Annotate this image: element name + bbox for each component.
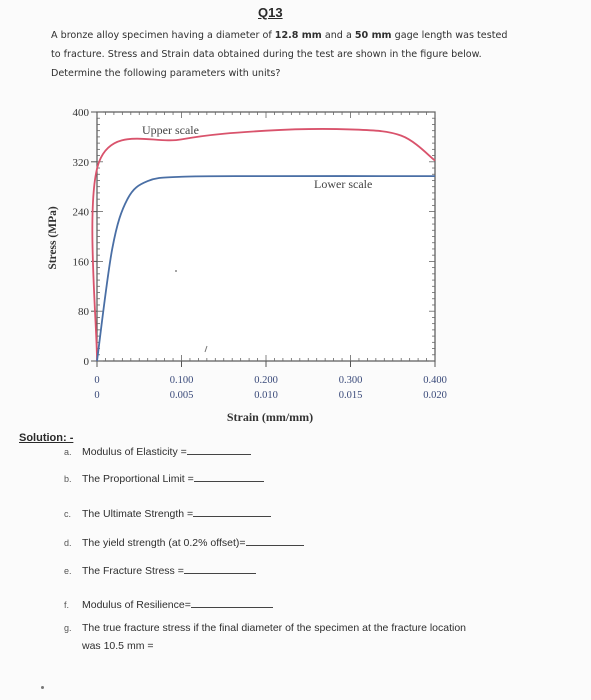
y-axis-title: Stress (MPa) <box>47 206 59 270</box>
question-f <box>64 599 273 611</box>
question-c-letter: c. <box>64 509 72 519</box>
question-c <box>64 508 271 520</box>
x-tick-label-lower: 0.020 <box>423 390 447 401</box>
question-number: Q13 <box>258 5 283 20</box>
y-tick-label: 240 <box>72 206 89 219</box>
question-g-letter: g. <box>64 623 72 633</box>
stray-dot <box>175 270 177 272</box>
question-g-text-2: was 10.5 mm = <box>82 640 154 652</box>
y-tick-label: 400 <box>72 107 89 119</box>
chart-axes <box>91 112 435 367</box>
x-tick-label-upper: 0.400 <box>423 375 447 386</box>
question-d-text: The yield strength (at 0.2% offset)= <box>82 537 246 549</box>
question-d <box>64 537 304 549</box>
x-tick-label-lower: 0.010 <box>254 390 278 401</box>
intro-text-c: and a <box>321 30 355 41</box>
diameter-value: 12.8 mm <box>274 30 322 41</box>
question-b <box>64 473 264 485</box>
gage-length-value: 50 mm <box>354 30 392 41</box>
question-e <box>64 565 256 577</box>
question-c-text: The Ultimate Strength = <box>82 508 194 520</box>
question-a-text: Modulus of Elasticity = <box>82 446 187 458</box>
x-tick-label-lower: 0 <box>94 390 100 401</box>
y-tick-label: 80 <box>78 306 89 319</box>
y-tick-label: 0 <box>83 356 89 368</box>
x-tick-label-upper: 0.300 <box>338 375 363 386</box>
y-tick-label: 320 <box>72 156 89 169</box>
question-e-letter: e. <box>64 566 72 576</box>
question-d-letter: d. <box>64 538 72 548</box>
answer-d-blank[interactable] <box>246 544 304 546</box>
question-g <box>64 622 466 634</box>
x-tick-label-upper: 0.100 <box>169 375 194 386</box>
intro-text-a: A bronze alloy specimen having a diameter of <box>51 30 275 41</box>
page-mark <box>41 686 44 689</box>
question-b-letter: b. <box>64 474 72 484</box>
question-b-text: The Proportional Limit = <box>82 473 194 485</box>
question-g-line-2 <box>82 640 154 652</box>
answer-a-blank[interactable] <box>187 453 251 455</box>
x-tick-label-lower: 0.005 <box>169 390 194 401</box>
answer-c-blank[interactable] <box>193 515 271 517</box>
y-tick-label: 160 <box>72 256 89 269</box>
intro-text-e: gage length was tested <box>391 30 508 41</box>
question-g-text: The true fracture stress if the final diameter of the specimen at the fracture location <box>82 622 467 634</box>
question-a-letter: a. <box>64 447 72 457</box>
x-tick-label-upper: 0.200 <box>254 375 278 386</box>
question-a <box>64 446 251 458</box>
answer-f-blank[interactable] <box>191 606 273 608</box>
upper-scale-label: Upper scale <box>142 123 199 137</box>
question-f-text: Modulus of Resilience= <box>82 599 191 611</box>
question-f-letter: f. <box>64 600 70 610</box>
answer-e-blank[interactable] <box>184 572 256 574</box>
answer-b-blank[interactable] <box>194 480 264 482</box>
x-axis-title: Strain (mm/mm) <box>226 410 314 424</box>
lower-scale-label: Lower scale <box>314 177 373 191</box>
x-tick-label-upper: 0 <box>94 375 100 386</box>
question-e-text: The Fracture Stress = <box>82 565 184 577</box>
plot-frame <box>97 112 435 361</box>
intro-line-2: to fracture. Stress and Strain data obtained during the test are shown in the figure below. <box>51 49 482 60</box>
x-tick-label-lower: 0.015 <box>338 390 363 401</box>
solution-heading: Solution: - <box>19 432 74 444</box>
intro-line-3: Determine the following parameters with units? <box>51 68 281 79</box>
